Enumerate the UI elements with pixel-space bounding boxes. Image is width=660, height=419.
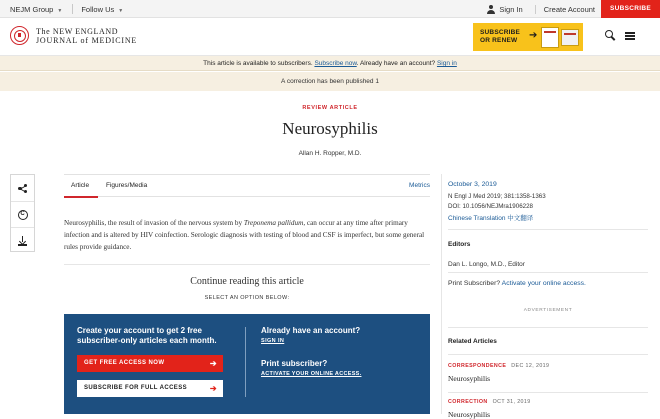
user-icon [487, 5, 495, 14]
tablet-icon [561, 29, 579, 46]
citation: N Engl J Med 2019; 381:1358-1363 [448, 193, 546, 200]
divider [245, 327, 246, 397]
box-sign-in-link[interactable]: SIGN IN [261, 338, 285, 344]
arrow-right-icon: ➔ [209, 359, 217, 368]
select-option-label: SELECT AN OPTION BELOW: [204, 295, 290, 301]
publication-date[interactable]: October 3, 2019 [448, 181, 497, 188]
article-abstract: Neurosyphilis, the result of invasion of the nervous system by Treponema pallidum, can occur at any time after primary infection and is altered by HIV coinfection. Serologic diagnosis with testing of blood and CSF is imperfect, but some general rules provide guidance. [64, 219, 425, 251]
divider [448, 354, 648, 355]
subscribe-now-link[interactable]: Subscribe now [314, 60, 357, 67]
create-account-link[interactable]: Create Account [535, 5, 595, 14]
divider [441, 174, 442, 414]
share-button[interactable] [11, 175, 34, 201]
divider [448, 272, 648, 273]
divider [448, 327, 648, 328]
logo-line-2: JOURNAL of MEDICINE [36, 35, 138, 45]
tab-metrics[interactable]: Metrics [409, 182, 430, 189]
arrow-right-icon: ➔ [529, 30, 538, 41]
subscribe-full-access-button[interactable]: SUBSCRIBE FOR FULL ACCESS ➔ [77, 380, 223, 397]
share-icon [18, 184, 27, 193]
search-icon[interactable] [605, 30, 615, 40]
related-item-title[interactable]: Neurosyphilis [448, 410, 491, 419]
divider [64, 264, 430, 265]
sign-in-link[interactable]: Sign In [499, 4, 523, 14]
have-account-heading: Already have an account? [261, 326, 361, 335]
download-icon [18, 236, 27, 246]
article-type-label: REVIEW ARTICLE [302, 105, 358, 111]
free-articles-pitch: Create your account to get 2 free subscriber-only articles each month. [77, 326, 217, 345]
article-author[interactable]: Allan H. Ropper, M.D. [298, 150, 362, 157]
related-item-meta: CORRESPONDENCE DEC 12, 2019 [448, 363, 550, 369]
notice-sign-in-link[interactable]: Sign in [436, 60, 457, 67]
print-subscriber-line: Print Subscriber? Activate your online access. [448, 280, 586, 287]
nejm-logo[interactable] [10, 26, 137, 45]
article-title: Neurosyphilis [282, 119, 378, 138]
tab-figures-media[interactable]: Figures/Media [106, 182, 148, 189]
hamburger-menu-icon[interactable] [625, 32, 635, 40]
nejm-seal-icon [10, 26, 29, 45]
magazine-icon [541, 27, 559, 48]
utility-bar [0, 0, 660, 18]
sidebar-activate-link[interactable]: Activate your online access. [501, 280, 586, 287]
editors-heading: Editors [448, 241, 471, 248]
follow-us-menu[interactable]: Follow Us ▼ [81, 4, 124, 14]
divider [448, 229, 648, 230]
arrow-right-icon: ➔ [209, 384, 217, 393]
get-free-access-button[interactable]: GET FREE ACCESS NOW ➔ [77, 355, 223, 372]
subscriber-notice: This article is available to subscribers. Subscribe now. Already have an account? Sign in [0, 56, 660, 71]
correction-notice[interactable]: A correction has been published 1 [0, 72, 660, 91]
nejm-group-menu[interactable]: NEJM Group ▼ [10, 4, 63, 14]
activate-access-link[interactable]: ACTIVATE YOUR ONLINE ACCESS. [261, 371, 362, 377]
site-header [0, 18, 660, 56]
divider [72, 4, 73, 14]
chevron-down-icon: ▼ [57, 7, 63, 14]
permissions-button[interactable] [11, 201, 34, 227]
article-tabs [64, 174, 430, 197]
editor-name: Dan L. Longo, M.D., Editor [448, 261, 525, 268]
related-item-title[interactable]: Neurosyphilis [448, 374, 491, 383]
tab-article[interactable]: Article [71, 182, 90, 189]
copyright-icon: C [18, 210, 28, 220]
active-tab-indicator [64, 196, 98, 198]
related-item-meta: CORRECTION OCT 31, 2019 [448, 399, 531, 405]
advertisement-label: ADVERTISEMENT [523, 308, 573, 313]
related-articles-heading: Related Articles [448, 338, 497, 345]
article-tools [10, 174, 35, 252]
doi: DOI: 10.1056/NEJMra1906228 [448, 203, 533, 210]
subscribe-button[interactable]: SUBSCRIBE [601, 0, 660, 18]
print-subscriber-heading: Print subscriber? [261, 359, 328, 368]
chevron-down-icon: ▼ [118, 7, 124, 14]
logo-line-1: The NEW ENGLAND [36, 26, 119, 36]
access-options-box [64, 314, 430, 414]
divider [448, 392, 648, 393]
continue-reading-heading: Continue reading this article [190, 276, 304, 287]
subscribe-renew-promo[interactable]: SUBSCRIBE OR RENEW ➔ [473, 23, 583, 51]
chinese-translation-link[interactable]: Chinese Translation 中文翻译 [448, 215, 534, 222]
download-button[interactable] [11, 227, 34, 253]
